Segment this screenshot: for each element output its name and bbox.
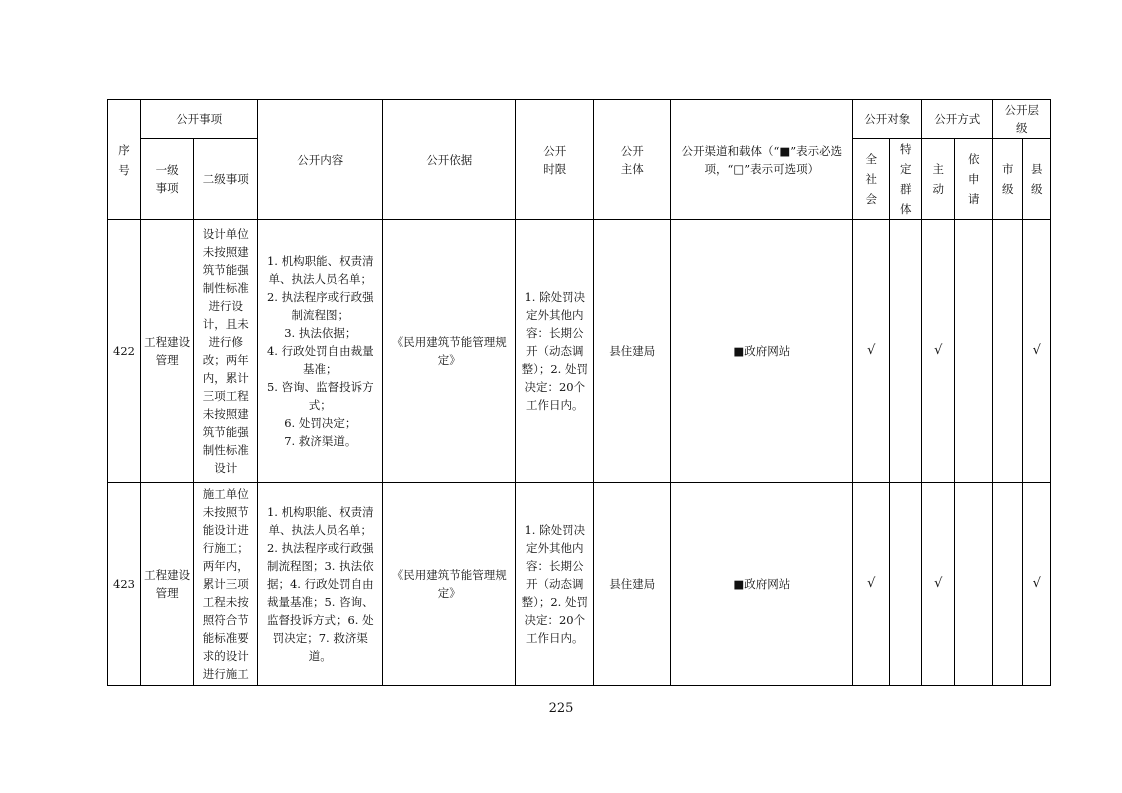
row-target-all: √ xyxy=(853,220,890,483)
content-item: 4. 行政处罚自由裁量基准； xyxy=(266,344,374,376)
header-method-active: 主动 xyxy=(922,139,955,220)
header-target-all: 全社会 xyxy=(853,139,890,220)
header-method: 公开方式 xyxy=(922,100,993,139)
row-subject: 县住建局 xyxy=(594,220,671,483)
header-subject: 公开主体 xyxy=(594,100,671,220)
row-method-active: √ xyxy=(922,220,955,483)
content-item: 6. 处罚决定； xyxy=(284,416,357,430)
row-channel: ■政府网站 xyxy=(671,220,853,483)
row-level2: 施工单位未按照节能设计进行施工；两年内，累计三项工程未按照符合节能标准要求的设计进行施工 xyxy=(194,483,258,686)
header-time-limit: 公开时限 xyxy=(516,100,594,220)
row-target-all: √ xyxy=(853,483,890,686)
row-time-limit: 1. 除处罚决定外其他内容：长期公开（动态调整）；2. 处罚决定：20个工作日内。 xyxy=(516,220,594,483)
content-item: 7. 救济渠道。 xyxy=(284,434,357,448)
row-channel: ■政府网站 xyxy=(671,483,853,686)
table-row xyxy=(108,220,1051,483)
row-level1: 工程建设管理 xyxy=(141,220,194,483)
row-level-county: √ xyxy=(1023,483,1051,686)
row-level2: 设计单位未按照建筑节能强制性标准进行设计，且未进行修改；两年内，累计三项工程未按照建筑节能强制性标准设计 xyxy=(194,220,258,483)
page-number: 225 xyxy=(548,701,574,716)
row-level1: 工程建设管理 xyxy=(141,483,194,686)
content-item: 2. 执法程序或行政强制流程图； xyxy=(266,290,374,322)
header-seq: 序号 xyxy=(108,100,141,220)
row-time-limit: 1. 除处罚决定外其他内容：长期公开（动态调整）；2. 处罚决定：20个工作日内。 xyxy=(516,483,594,686)
content-item: 3. 执法依据； xyxy=(284,326,357,340)
row-method-request xyxy=(955,220,993,483)
header-target-group: 特定群体 xyxy=(890,139,922,220)
content-item: 1. 机构职能、权责清单、执法人员名单； xyxy=(266,254,374,286)
header-matters: 公开事项 xyxy=(141,100,258,139)
header-level: 公开层级 xyxy=(993,100,1051,139)
row-basis: 《民用建筑节能管理规定》 xyxy=(383,220,516,483)
header-channel: 公开渠道和载体（“■”表示必选项，“□”表示可选项） xyxy=(671,100,853,220)
header-target: 公开对象 xyxy=(853,100,922,139)
row-seq: 422 xyxy=(108,220,141,483)
row-target-group xyxy=(890,220,922,483)
row-content: 1. 机构职能、权责清单、执法人员名单；2. 执法程序或行政强制流程图；3. 执法依据；4. 行政处罚自由裁量基准；5. 咨询、监督投诉方式；6. 处罚决定；7. 救济渠道。 xyxy=(258,483,383,686)
row-target-group xyxy=(890,483,922,686)
row-method-request xyxy=(955,483,993,686)
table-row xyxy=(108,483,1051,686)
row-level-city xyxy=(993,483,1023,686)
header-level2: 二级事项 xyxy=(194,139,258,220)
header-level-city: 市级 xyxy=(993,139,1023,220)
header-method-request: 依申请 xyxy=(955,139,993,220)
row-subject: 县住建局 xyxy=(594,483,671,686)
content-item: 5. 咨询、监督投诉方式； xyxy=(266,380,374,412)
row-seq: 423 xyxy=(108,483,141,686)
row-content xyxy=(258,220,383,483)
row-level-county: √ xyxy=(1023,220,1051,483)
header-level-county: 县级 xyxy=(1023,139,1051,220)
row-level-city xyxy=(993,220,1023,483)
header-basis: 公开依据 xyxy=(383,100,516,220)
disclosure-table xyxy=(107,99,1051,686)
row-method-active: √ xyxy=(922,483,955,686)
header-level1: 一级事项 xyxy=(141,139,194,220)
header-content: 公开内容 xyxy=(258,100,383,220)
row-basis: 《民用建筑节能管理规定》 xyxy=(383,483,516,686)
